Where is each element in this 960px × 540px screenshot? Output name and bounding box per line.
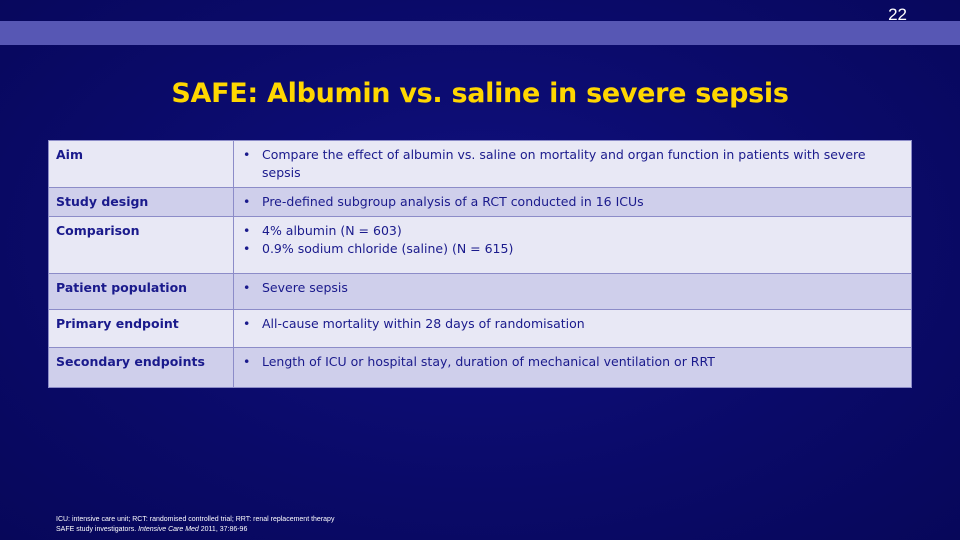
slide-title: SAFE: Albumin vs. saline in severe sepsis bbox=[171, 78, 789, 109]
bullet-item: • Length of ICU or hospital stay, duration of mechanical ventilation or RRT bbox=[241, 353, 904, 371]
bullet-item: • 4% albumin (N = 603) bbox=[241, 222, 904, 240]
bullet-list bbox=[241, 222, 904, 258]
bullet-item: • Severe sepsis bbox=[241, 279, 904, 297]
bullet-item: • 0.9% sodium chloride (saline) (N = 615) bbox=[241, 240, 904, 258]
bullet-item: • All-cause mortality within 28 days of randomisation bbox=[241, 315, 904, 333]
row-label: Comparison bbox=[49, 217, 234, 274]
row-content bbox=[234, 348, 912, 388]
footnotes bbox=[56, 515, 334, 535]
citation-details: 2011, 37:86-96 bbox=[200, 526, 248, 533]
row-content bbox=[234, 188, 912, 217]
citation-journal: Intensive Care Med bbox=[138, 526, 199, 533]
table-row bbox=[49, 348, 912, 388]
bullet-list bbox=[241, 279, 904, 297]
bullet-list bbox=[241, 315, 904, 333]
header-band bbox=[0, 21, 960, 45]
bullet-list bbox=[241, 146, 904, 182]
bullet-list bbox=[241, 353, 904, 371]
study-summary-table bbox=[48, 140, 912, 388]
table-row bbox=[49, 217, 912, 274]
table-row bbox=[49, 141, 912, 188]
citation bbox=[56, 525, 334, 535]
row-label: Primary endpoint bbox=[49, 310, 234, 348]
table-row bbox=[49, 188, 912, 217]
row-label: Aim bbox=[49, 141, 234, 188]
row-content bbox=[234, 217, 912, 274]
row-label: Patient population bbox=[49, 274, 234, 310]
slide-number: 22 bbox=[888, 5, 907, 24]
citation-authors: SAFE study investigators. bbox=[56, 526, 137, 533]
row-content bbox=[234, 310, 912, 348]
row-content bbox=[234, 141, 912, 188]
table-row bbox=[49, 274, 912, 310]
abbreviations-note: ICU: intensive care unit; RCT: randomised controlled trial; RRT: renal replacement therapy bbox=[56, 516, 335, 523]
table-row bbox=[49, 310, 912, 348]
row-label: Secondary endpoints bbox=[49, 348, 234, 388]
bullet-list bbox=[241, 193, 904, 211]
bullet-item: • Pre-defined subgroup analysis of a RCT conducted in 16 ICUs bbox=[241, 193, 904, 211]
bullet-item: • Compare the effect of albumin vs. saline on mortality and organ function in patients with severe sepsis bbox=[241, 146, 904, 182]
row-label: Study design bbox=[49, 188, 234, 217]
row-content bbox=[234, 274, 912, 310]
